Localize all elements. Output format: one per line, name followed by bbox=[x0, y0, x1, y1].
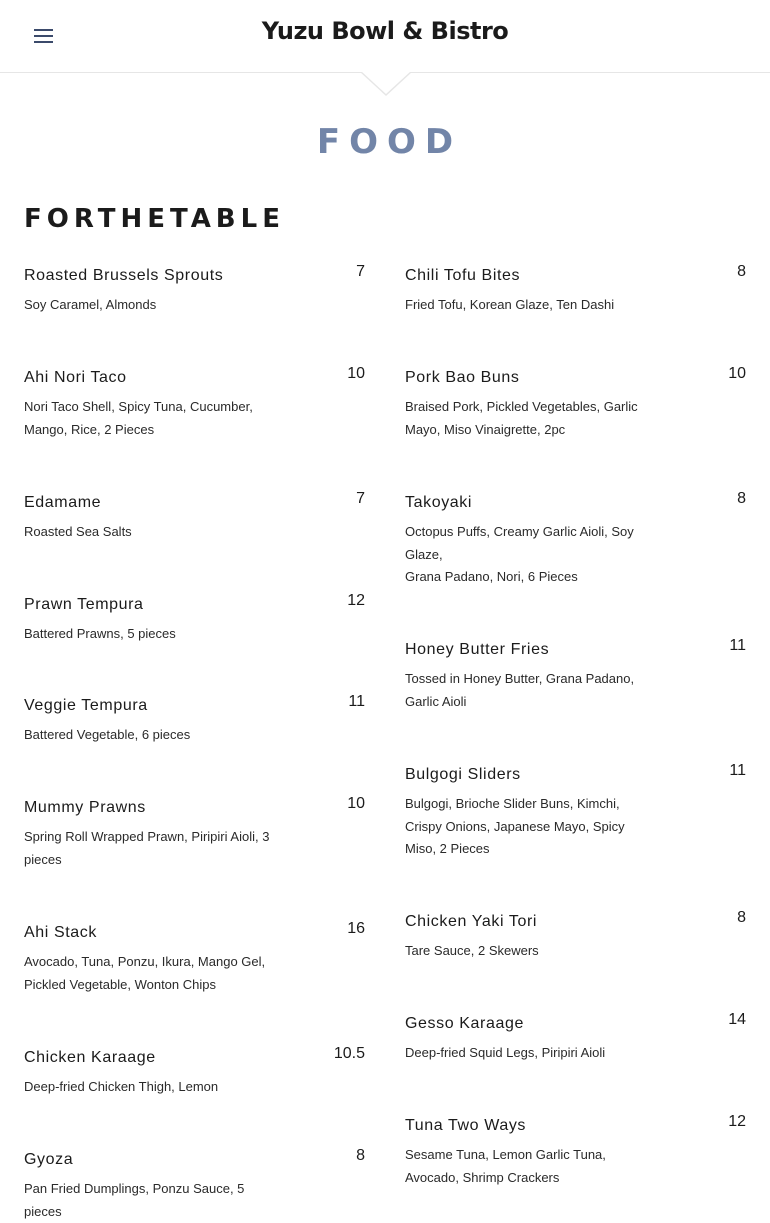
item-price: 11 bbox=[348, 693, 365, 710]
item-price: 10 bbox=[728, 365, 746, 382]
item-description: Bulgogi, Brioche Slider Buns, Kimchi, Crispy Onions, Japanese Mayo, Spicy Miso, 2 Pieces bbox=[405, 796, 625, 856]
item-name: Prawn Tempura bbox=[24, 596, 144, 613]
item-name: Gyoza bbox=[24, 1151, 74, 1168]
item-name: Pork Bao Buns bbox=[405, 369, 520, 386]
item-price: 11 bbox=[729, 762, 746, 779]
item-name: Roasted Brussels Sprouts bbox=[24, 267, 224, 284]
item-description: Braised Pork, Pickled Vegetables, Garlic Mayo, Miso Vinaigrette, 2pc bbox=[405, 399, 638, 437]
item-price: 11 bbox=[729, 637, 746, 654]
item-price: 8 bbox=[737, 490, 746, 507]
item-name: Bulgogi Sliders bbox=[405, 766, 521, 783]
item-description: Deep-fried Chicken Thigh, Lemon bbox=[24, 1079, 219, 1094]
item-description: Spring Roll Wrapped Prawn, Piripiri Aioli, 3 pieces bbox=[24, 829, 270, 867]
item-price: 16 bbox=[347, 920, 365, 937]
item-description: Sesame Tuna, Lemon Garlic Tuna, Avocado, Shrimp Crackers bbox=[405, 1147, 606, 1185]
item-name: Mummy Prawns bbox=[24, 799, 146, 816]
item-description: Tare Sauce, 2 Skewers bbox=[405, 943, 539, 958]
item-description: Tossed in Honey Butter, Grana Padano, Garlic Aioli bbox=[405, 671, 635, 709]
item-name: Takoyaki bbox=[405, 494, 473, 511]
section-title: FOOD bbox=[316, 122, 463, 162]
item-price: 8 bbox=[737, 909, 746, 926]
item-description: Roasted Sea Salts bbox=[24, 524, 132, 539]
item-name: Tuna Two Ways bbox=[405, 1117, 527, 1134]
item-name: Honey Butter Fries bbox=[405, 641, 550, 658]
item-name: Chili Tofu Bites bbox=[405, 267, 521, 284]
item-price: 10 bbox=[347, 795, 365, 812]
item-description: Deep-fried Squid Legs, Piripiri Aioli bbox=[405, 1045, 606, 1060]
item-description: Battered Vegetable, 6 pieces bbox=[24, 727, 191, 742]
item-price: 14 bbox=[728, 1011, 746, 1028]
category-title: FORTHETABLE bbox=[24, 204, 285, 234]
header-notch-fill bbox=[361, 71, 411, 94]
item-description: Pan Fried Dumplings, Ponzu Sauce, 5 pieces bbox=[24, 1181, 245, 1219]
item-description: Battered Prawns, 5 pieces bbox=[24, 626, 176, 641]
item-description: Soy Caramel, Almonds bbox=[24, 297, 157, 312]
item-price: 7 bbox=[356, 263, 365, 280]
item-description: Avocado, Tuna, Ponzu, Ikura, Mango Gel, Pickled Vegetable, Wonton Chips bbox=[24, 954, 266, 992]
item-name: Ahi Stack bbox=[24, 924, 97, 941]
item-description: Nori Taco Shell, Spicy Tuna, Cucumber, Mango, Rice, 2 Pieces bbox=[24, 399, 253, 437]
item-name: Ahi Nori Taco bbox=[24, 369, 127, 386]
item-price: 8 bbox=[737, 263, 746, 280]
item-price: 7 bbox=[356, 490, 365, 507]
item-name: Gesso Karaage bbox=[405, 1015, 524, 1032]
site-title[interactable]: Yuzu Bowl & Bistro bbox=[261, 17, 509, 45]
item-name: Chicken Karaage bbox=[24, 1049, 156, 1066]
item-name: Chicken Yaki Tori bbox=[405, 913, 538, 930]
item-description: Octopus Puffs, Creamy Garlic Aioli, Soy Glaze, Grana Padano, Nori, 6 Pieces bbox=[405, 524, 634, 584]
item-price: 10.5 bbox=[333, 1045, 365, 1062]
item-price: 10 bbox=[347, 365, 365, 382]
item-price: 12 bbox=[728, 1113, 746, 1130]
item-price: 8 bbox=[356, 1147, 365, 1164]
item-name: Edamame bbox=[24, 494, 102, 511]
item-description: Fried Tofu, Korean Glaze, Ten Dashi bbox=[405, 297, 615, 312]
item-price: 12 bbox=[347, 592, 365, 609]
item-name: Veggie Tempura bbox=[24, 697, 148, 714]
site-header bbox=[0, 0, 770, 73]
